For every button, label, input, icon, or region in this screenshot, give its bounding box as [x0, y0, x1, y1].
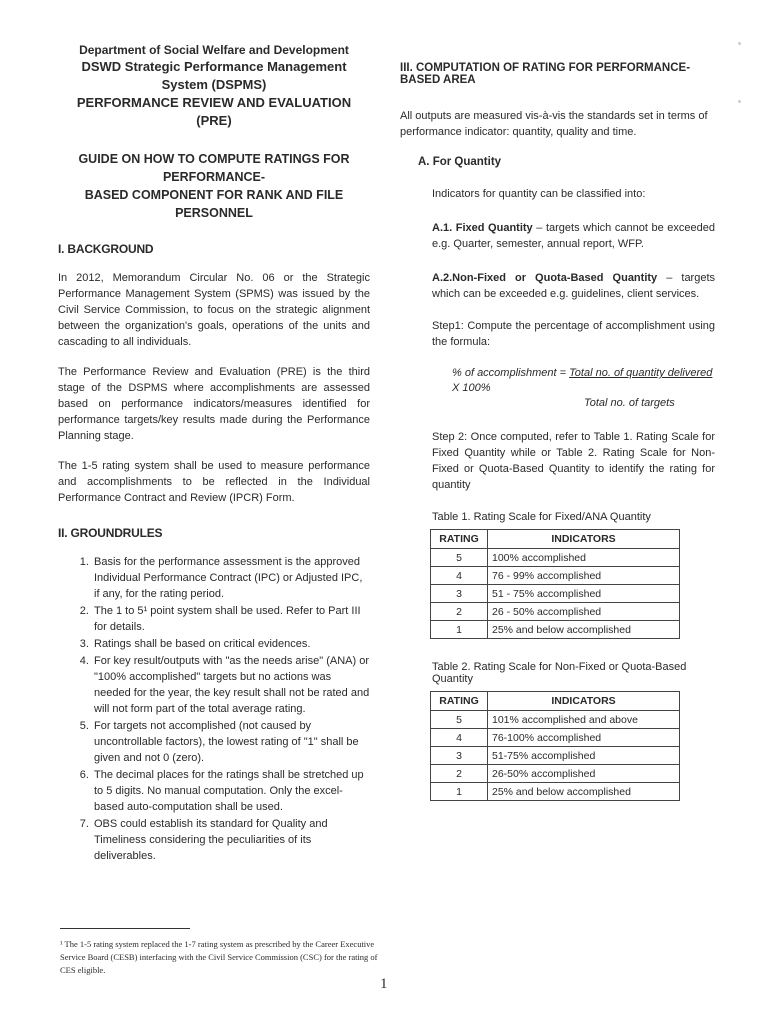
indicator-cell: 25% and below accomplished [488, 783, 680, 801]
guide-title-line1: GUIDE ON HOW TO COMPUTE RATINGS FOR PERFORMANCE- [78, 152, 350, 184]
non-fixed-quantity-paragraph [432, 270, 715, 302]
groundrule-item: 3. Ratings shall be based on critical evidences. [92, 636, 370, 652]
fixed-quantity-label: A.1. Fixed Quantity [432, 222, 533, 234]
step-2: Step 2: Once computed, refer to Table 1. Rating Scale for Fixed Quantity while or Table 2. Rating Scale for Non-Fixed or Quota-Based Quantity to identify the rating for quantity [432, 431, 715, 491]
fixed-quantity-paragraph [432, 220, 715, 252]
table-row [431, 549, 680, 567]
table-row [431, 603, 680, 621]
table1-caption: Table 1. Rating Scale for Fixed/ANA Quantity [432, 511, 651, 523]
table-header-row [431, 692, 680, 711]
groundrule-item: 4. For key result/outputs with "as the needs arise" (ANA) or "100% accomplished" targets but no actions was needed for the year, the key result shall not be rated and will not form part of the total average rating. [92, 653, 370, 717]
rating-cell: 5 [431, 711, 488, 729]
table-row [431, 783, 680, 801]
rating-cell: 3 [431, 585, 488, 603]
formula-denominator: Total no. of targets [584, 397, 675, 409]
footnote-divider [60, 928, 190, 929]
scan-speck [738, 42, 741, 45]
left-column [58, 42, 370, 865]
step-1: Step1: Compute the percentage of accomplishment using the formula: [432, 320, 715, 348]
rating-table-fixed [430, 529, 680, 639]
groundrules-heading: II. GROUNDRULES [58, 526, 163, 540]
guide-title [58, 150, 370, 222]
department-name: Department of Social Welfare and Development [79, 43, 349, 57]
indicator-cell: 76-100% accomplished [488, 729, 680, 747]
rating-cell: 1 [431, 783, 488, 801]
table-row [431, 747, 680, 765]
table-header-row [431, 530, 680, 549]
indicators-column-header: INDICATORS [488, 530, 680, 549]
accomplishment-formula [452, 366, 715, 411]
system-title: DSWD Strategic Performance Management System (DSPMS) [81, 59, 347, 92]
formula-lhs: % of accomplishment = [452, 367, 570, 379]
non-fixed-quantity-text: – targets which can be exceeded e.g. guidelines, client services. [432, 272, 716, 300]
indicator-cell: 25% and below accomplished [488, 621, 680, 639]
page-number: 1 [380, 976, 388, 992]
rating-cell: 4 [431, 567, 488, 585]
background-paragraph-3: The 1-5 rating system shall be used to measure performance and accomplishments to be reflected in the Individual Performance Contract and Review (IPCR) Form. [58, 460, 370, 504]
rating-cell: 1 [431, 621, 488, 639]
groundrule-item: 1. Basis for the performance assessment is the approved Individual Performance Contract (IPC) or Adjusted IPC, if any, for the rating period. [92, 554, 370, 602]
indicator-cell: 76 - 99% accomplished [488, 567, 680, 585]
rating-cell: 3 [431, 747, 488, 765]
scan-speck [738, 100, 741, 103]
rating-column-header: RATING [431, 530, 488, 549]
groundrule-item: 7. OBS could establish its standard for Quality and Timeliness considering the peculiarities of its deliverables. [92, 816, 370, 864]
computation-heading: III. COMPUTATION OF RATING FOR PERFORMANCE-BASED AREA [400, 62, 691, 86]
rating-cell: 4 [431, 729, 488, 747]
groundrule-item: 6. The decimal places for the ratings shall be stretched up to 5 digits. No manual computation. Only the excel-based auto-computation shall be used. [92, 767, 370, 815]
rating-cell: 5 [431, 549, 488, 567]
non-fixed-quantity-label: A.2.Non-Fixed or Quota-Based Quantity [432, 272, 658, 284]
formula-multiplier: X 100% [452, 382, 491, 394]
fixed-quantity-text: – targets which cannot be exceeded e.g. Quarter, semester, annual report, WFP. [432, 222, 715, 250]
rating-column-header: RATING [431, 692, 488, 711]
footnote: ¹ The 1-5 rating system replaced the 1-7 rating system as prescribed by the Career Executive Service Board (CESB) interfacing with the Civil Service Commission (CSC) for the rating of CES eligible. [60, 939, 378, 975]
indicator-cell: 26-50% accomplished [488, 765, 680, 783]
guide-title-line2: BASED COMPONENT FOR RANK AND FILE PERSONNEL [84, 188, 344, 220]
for-quantity-heading: A. For Quantity [418, 156, 502, 168]
indicator-cell: 51-75% accomplished [488, 747, 680, 765]
table-row [431, 729, 680, 747]
indicator-cell: 26 - 50% accomplished [488, 603, 680, 621]
background-heading: I. BACKGROUND [58, 242, 154, 256]
background-paragraph-2: The Performance Review and Evaluation (PRE) is the third stage of the DSPMS where accomplishments are assessed based on performance indicators/measures identified for performance targets/key results made during the Performance Planning stage. [58, 366, 370, 442]
table-row [431, 765, 680, 783]
groundrules-list [58, 554, 370, 864]
indicators-intro: Indicators for quantity can be classified into: [432, 188, 646, 200]
rating-cell: 2 [431, 765, 488, 783]
computation-intro: All outputs are measured vis-à-vis the standards set in terms of performance indicator: quantity, quality and time. [400, 110, 708, 138]
indicator-cell: 101% accomplished and above [488, 711, 680, 729]
rating-table-non-fixed [430, 691, 680, 801]
indicator-cell: 51 - 75% accomplished [488, 585, 680, 603]
indicators-column-header: INDICATORS [488, 692, 680, 711]
table-row [431, 585, 680, 603]
table-row [431, 621, 680, 639]
background-paragraph-1: In 2012, Memorandum Circular No. 06 or the Strategic Performance Management System (SPMS) was issued by the Civil Service Commission, to focus on the strategic alignment between the organization's goals, operations of the units and cascading to all individuals. [58, 272, 370, 348]
indicator-cell: 100% accomplished [488, 549, 680, 567]
pre-title: PERFORMANCE REVIEW AND EVALUATION (PRE) [76, 95, 352, 128]
groundrule-item: 5. For targets not accomplished (not caused by uncontrollable factors), the lowest rating of "1" shall be given and not 0 (zero). [92, 718, 370, 766]
table2-caption: Table 2. Rating Scale for Non-Fixed or Quota-Based Quantity [432, 661, 687, 685]
formula-numerator: Total no. of quantity delivered [569, 367, 713, 379]
table-row [431, 567, 680, 585]
groundrule-item: 2. The 1 to 5¹ point system shall be used. Refer to Part III for details. [92, 603, 370, 635]
table-row [431, 711, 680, 729]
rating-cell: 2 [431, 603, 488, 621]
right-column [400, 62, 715, 801]
